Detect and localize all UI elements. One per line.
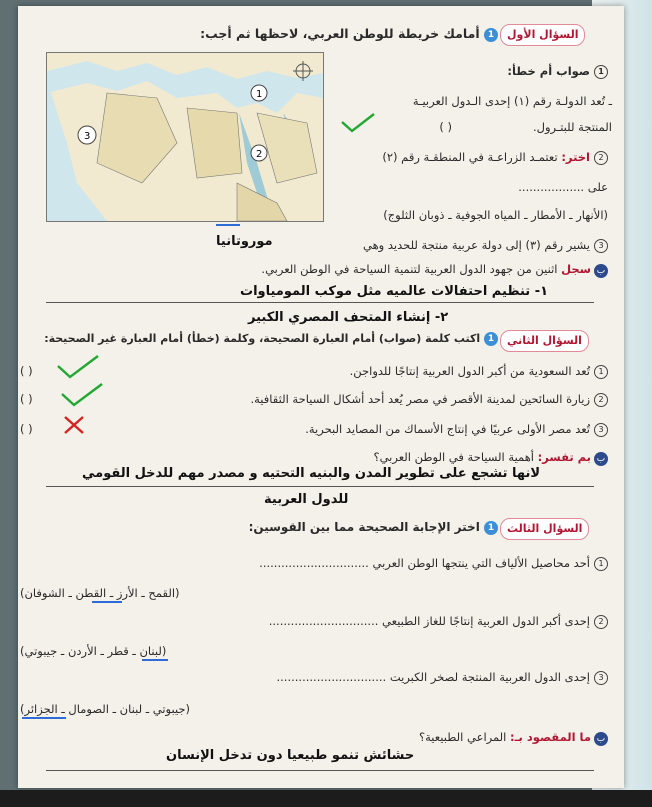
q2-item-2-paren: ( ) — [20, 392, 33, 406]
q3-b-question: بما المقصود بـ: المراعي الطبيعية؟ — [419, 730, 608, 746]
q1-p2-line1: 2اختر: تعتمـد الزراعـة في المنطقـة رقم (٢) — [382, 150, 608, 165]
q3-item-1: 1أحد محاصيل الألياف التي ينتجها الوطن العربي .............................. — [259, 556, 608, 571]
q3-title: 1 اختر الإجابة الصحيحة مما بين القوسين: — [249, 520, 498, 535]
q3-item-3-options: (جيبوتي ـ لبنان ـ الصومال ـ الجزائر) — [20, 702, 191, 716]
selected-option-underline — [142, 659, 168, 661]
checkmark-icon — [340, 112, 376, 134]
q1-p1-line1: ـ تُعد الدولـة رقم (١) إحدى الـدول العربيـة — [412, 94, 612, 108]
arab-world-map — [46, 52, 324, 222]
q1-title: 1 أمامك خريطة للوطن العربي، لاحظها ثم أجب: — [200, 26, 498, 42]
q2-item-3-paren: ( ) — [20, 422, 33, 436]
q3-item-2: 2إحدى أكبر الدول العربية إنتاجًا للغاز الطبيعي .............................. — [269, 614, 608, 629]
q3-b-answer: حشائش تنمو طبيعيا دون تدخل الإنسان — [166, 748, 415, 763]
q1-number-badge: 1 — [484, 28, 498, 42]
q3-item-2-options: (لبنان ـ قطر ـ الأردن ـ جيبوتي) — [20, 644, 167, 658]
q1-b-answer2: ٢- إنشاء المتحف المصري الكبير — [248, 310, 449, 325]
q1-p1-line2: المنتجة للبتـرول. — [532, 120, 612, 134]
map-label-3: 3 — [84, 131, 91, 142]
checkmark-icon — [60, 382, 104, 408]
checkmark-icon — [56, 354, 100, 380]
q2-b-answer1: لانها تشجع على تطوير المدن والبنيه التحتيه و مصدر مهم للدخل القومي — [82, 466, 541, 481]
q1-p1-paren: ( ) — [439, 120, 452, 134]
q2-item-2: 2زيارة السائحين لمدينة الأقصر في مصر يُعد أحد أشكال السياحة الثقافية. — [250, 392, 608, 407]
q2-header-badge: السؤال الثاني — [500, 330, 589, 352]
q2-b-question: ببم تفسر: أهمية السياحة في الوطن العربي؟ — [373, 450, 608, 466]
cross-icon — [62, 414, 86, 436]
selected-option-underline — [216, 224, 240, 226]
q2-title: 1 اكتب كلمة (صواب) أمام العبارة الصحيحة، وكلمة (خطأ) أمام العبارة غير الصحيحة: — [44, 332, 498, 346]
q1-p2-options: (الأنهار ـ الأمطار ـ المياه الجوفية ـ ذوبان الثلوج) — [383, 208, 608, 222]
q1-p2-line2: على .................. — [518, 180, 608, 194]
bottom-bar — [0, 790, 652, 807]
q2-item-1: 1تُعد السعودية من أكبر الدول العربية إنتاجًا للدواجن. — [350, 364, 608, 379]
q1-header-badge: السؤال الأول — [500, 24, 585, 46]
map-label-1: 1 — [256, 89, 263, 100]
q1-p3-text: 3يشير رقم (٣) إلى دولة عربية منتجة للحديد وهي — [363, 238, 608, 253]
answer-line — [46, 302, 594, 303]
answer-line — [46, 486, 594, 487]
selected-option-underline — [22, 717, 66, 719]
q3-header-badge: السؤال الثالث — [500, 518, 589, 540]
q2-item-3: 3تُعد مصر الأولى عربيًا في إنتاج الأسماك من المصايد البحرية. — [305, 422, 608, 437]
answer-line — [46, 770, 594, 771]
selected-option-underline — [92, 601, 122, 603]
q1-p1-label: 1صواب أم خطأ: — [507, 64, 608, 79]
q1-b-question: بسجل اثنين من جهود الدول العربية لتنمية السياحة في الوطن العربي. — [261, 262, 608, 278]
map-label-2: 2 — [256, 149, 263, 160]
q3-item-3: 3إحدى الدول العربية المنتجة لصخر الكبريت .............................. — [277, 670, 609, 685]
q2-item-1-paren: ( ) — [20, 364, 33, 378]
q2-b-answer2: للدول العربية — [264, 492, 349, 507]
q1-b-answer1: ١- تنظيم احتفالات عالميه مثل موكب المومياوات — [240, 284, 549, 299]
q1-p3-answer: موروتانيا — [216, 234, 273, 249]
q3-item-1-options: (القمح ـ الأرز ـ القطن ـ الشوفان) — [20, 586, 180, 600]
